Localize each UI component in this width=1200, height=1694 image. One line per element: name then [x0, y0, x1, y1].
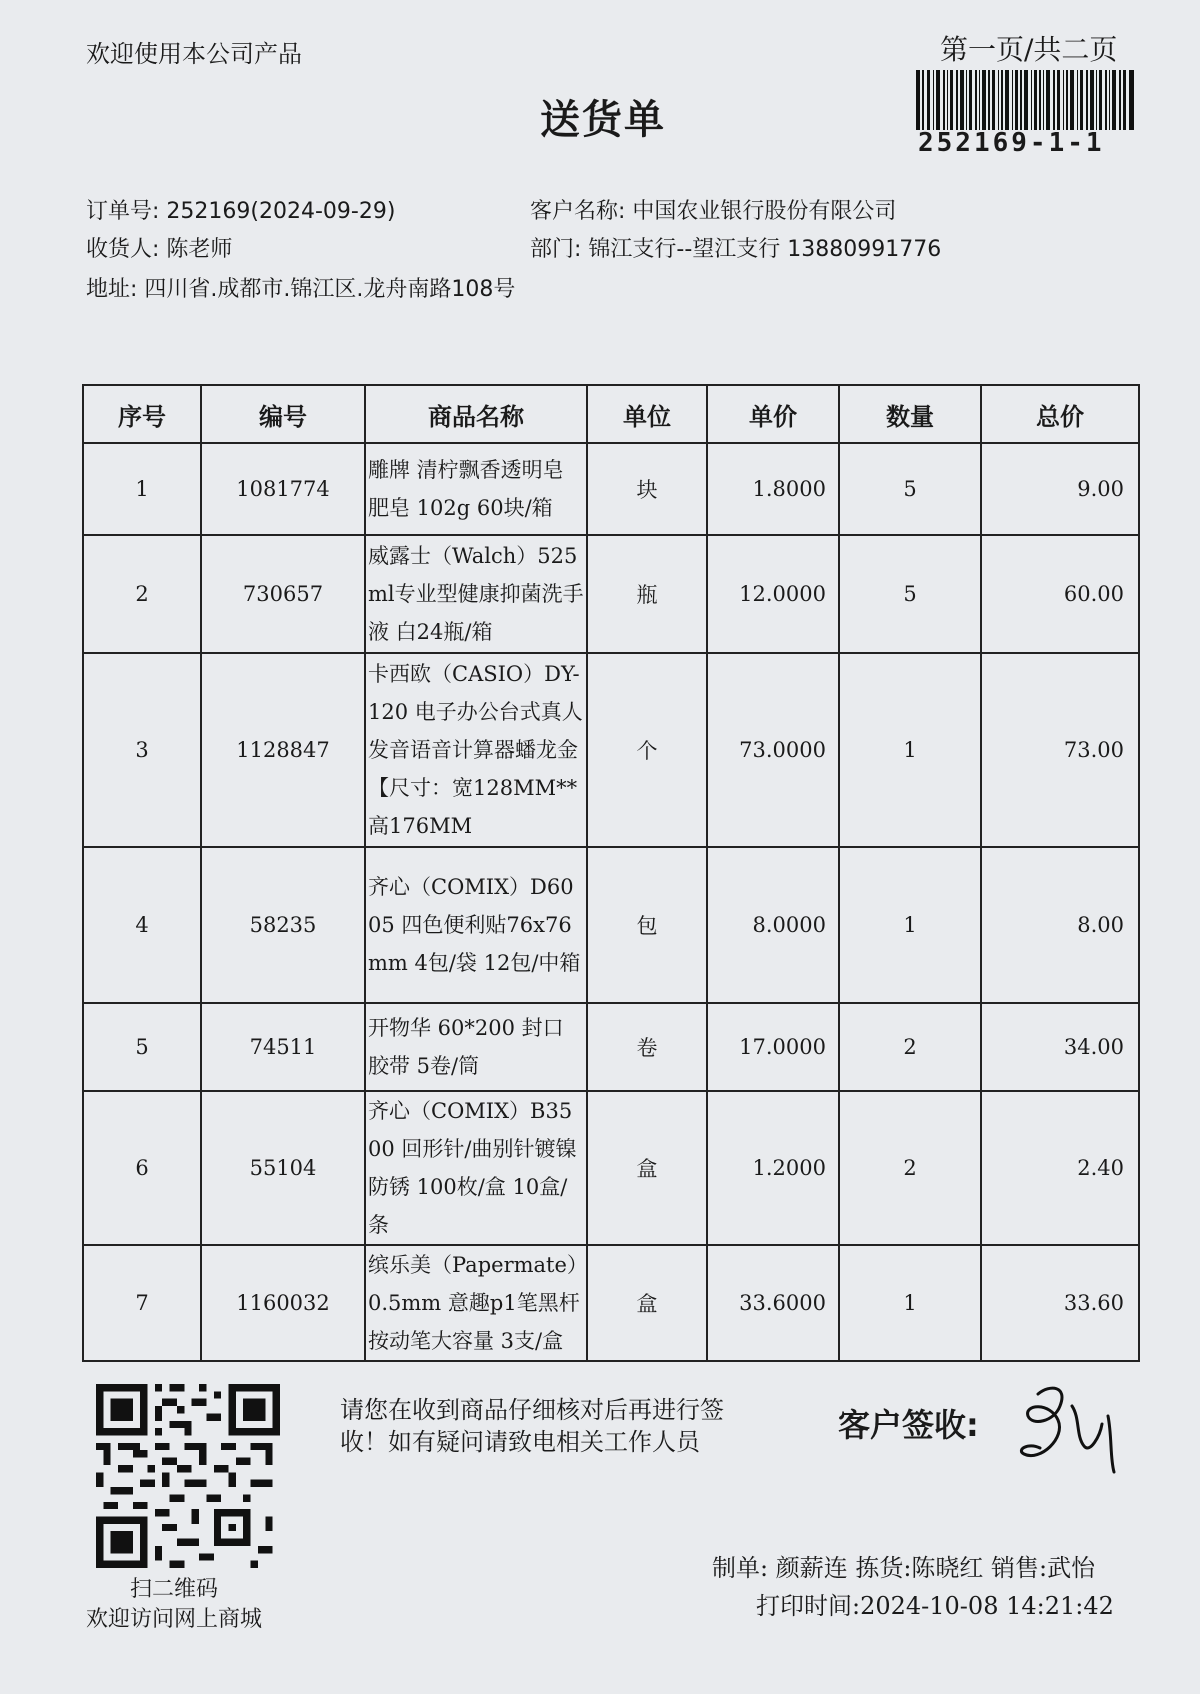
row-code: 730657: [201, 535, 365, 653]
table-row: [83, 1245, 1139, 1361]
header-quantity: 数量: [839, 385, 981, 443]
header-index: 序号: [83, 385, 201, 443]
document-title: 送货单: [540, 97, 666, 143]
row-quantity: 5: [839, 443, 981, 535]
barcode-icon: [916, 70, 1134, 130]
row-code: 1160032: [201, 1245, 365, 1361]
qr-code-icon: [96, 1384, 280, 1568]
signature-icon: [1010, 1376, 1130, 1486]
row-product-name: 开物华 60*200 封口胶带 5卷/筒: [365, 1003, 587, 1091]
receiver: [86, 232, 232, 263]
customer-name: [530, 194, 896, 225]
department-label: 部门:: [530, 237, 582, 262]
row-unit: 卷: [587, 1003, 707, 1091]
row-unit-price: 33.6000: [707, 1245, 839, 1361]
table-row: [83, 847, 1139, 1003]
row-total: 60.00: [981, 535, 1139, 653]
row-quantity: 1: [839, 653, 981, 847]
welcome-text: 欢迎使用本公司产品: [86, 40, 302, 68]
receiver-label: 收货人:: [86, 237, 160, 262]
row-product-name: 威露士（Walch）525ml专业型健康抑菌洗手液 白24瓶/箱: [365, 535, 587, 653]
address: [86, 272, 515, 303]
row-unit-price: 12.0000: [707, 535, 839, 653]
print-time: 打印时间:2024-10-08 14:21:42: [756, 1592, 1114, 1620]
row-total: 34.00: [981, 1003, 1139, 1091]
row-index: 4: [83, 847, 201, 1003]
customer-sign-label: 客户签收:: [838, 1406, 979, 1444]
row-quantity: 1: [839, 1245, 981, 1361]
row-total: 2.40: [981, 1091, 1139, 1245]
row-unit-price: 1.2000: [707, 1091, 839, 1245]
header-total: 总价: [981, 385, 1139, 443]
row-total: 8.00: [981, 847, 1139, 1003]
row-product-name: 齐心（COMIX）D6005 四色便利贴76x76mm 4包/袋 12包/中箱: [365, 847, 587, 1003]
address-label: 地址:: [86, 277, 138, 302]
table-row: [83, 1003, 1139, 1091]
customer-value: 中国农业银行股份有限公司: [632, 199, 897, 224]
row-total: 73.00: [981, 653, 1139, 847]
table-row: [83, 443, 1139, 535]
header-product-name: 商品名称: [365, 385, 587, 443]
header-code: 编号: [201, 385, 365, 443]
row-product-name: 卡西欧（CASIO）DY-120 电子办公台式真人发音语音计算器蟠龙金【尺寸：宽128MM**高176MM: [365, 653, 587, 847]
receiver-value: 陈老师: [166, 237, 233, 262]
row-total: 9.00: [981, 443, 1139, 535]
row-unit: 包: [587, 847, 707, 1003]
row-index: 6: [83, 1091, 201, 1245]
address-value: 四川省.成都市.锦江区.龙舟南路108号: [144, 277, 516, 302]
row-index: 5: [83, 1003, 201, 1091]
notice-text: 请您在收到商品仔细核对后再进行签收！如有疑问请致电相关工作人员: [340, 1396, 724, 1456]
row-quantity: 5: [839, 535, 981, 653]
order-number: [86, 194, 395, 225]
table-row: [83, 653, 1139, 847]
row-quantity: 2: [839, 1091, 981, 1245]
row-index: 7: [83, 1245, 201, 1361]
qr-caption-visit: 欢迎访问网上商城: [86, 1607, 263, 1632]
header-unit-price: 单价: [707, 385, 839, 443]
row-index: 2: [83, 535, 201, 653]
row-unit: 瓶: [587, 535, 707, 653]
row-quantity: 1: [839, 847, 981, 1003]
row-unit-price: 8.0000: [707, 847, 839, 1003]
row-unit-price: 1.8000: [707, 443, 839, 535]
row-index: 3: [83, 653, 201, 847]
header-unit: 单位: [587, 385, 707, 443]
items-table: [82, 384, 1140, 1362]
row-code: 58235: [201, 847, 365, 1003]
row-unit: 个: [587, 653, 707, 847]
order-value: 252169(2024-09-29): [166, 199, 396, 224]
table-row: [83, 535, 1139, 653]
row-unit: 块: [587, 443, 707, 535]
row-quantity: 2: [839, 1003, 981, 1091]
customer-label: 客户名称:: [530, 199, 626, 224]
barcode-number: 252169-1-1: [918, 128, 1105, 158]
qr-caption-scan: 扫二维码: [130, 1577, 219, 1602]
row-unit: 盒: [587, 1245, 707, 1361]
page-info: 第一页/共二页: [940, 33, 1118, 66]
row-code: 1128847: [201, 653, 365, 847]
row-product-name: 齐心（COMIX）B3500 回形针/曲别针镀镍防锈 100枚/盒 10盒/条: [365, 1091, 587, 1245]
row-product-name: 缤乐美（Papermate）0.5mm 意趣p1笔黑杆按动笔大容量 3支/盒: [365, 1245, 587, 1361]
row-product-name: 雕牌 清柠飘香透明皂肥皂 102g 60块/箱: [365, 443, 587, 535]
row-total: 33.60: [981, 1245, 1139, 1361]
department-value: 锦江支行--望江支行 13880991776: [588, 237, 942, 262]
row-unit: 盒: [587, 1091, 707, 1245]
table-row: [83, 1091, 1139, 1245]
department: [530, 232, 941, 263]
table-header-row: [83, 385, 1139, 443]
row-code: 74511: [201, 1003, 365, 1091]
row-code: 1081774: [201, 443, 365, 535]
order-label: 订单号:: [86, 199, 160, 224]
row-code: 55104: [201, 1091, 365, 1245]
row-index: 1: [83, 443, 201, 535]
staff-info: 制单: 颜薪连 拣货:陈晓红 销售:武怡: [712, 1554, 1096, 1582]
row-unit-price: 17.0000: [707, 1003, 839, 1091]
row-unit-price: 73.0000: [707, 653, 839, 847]
